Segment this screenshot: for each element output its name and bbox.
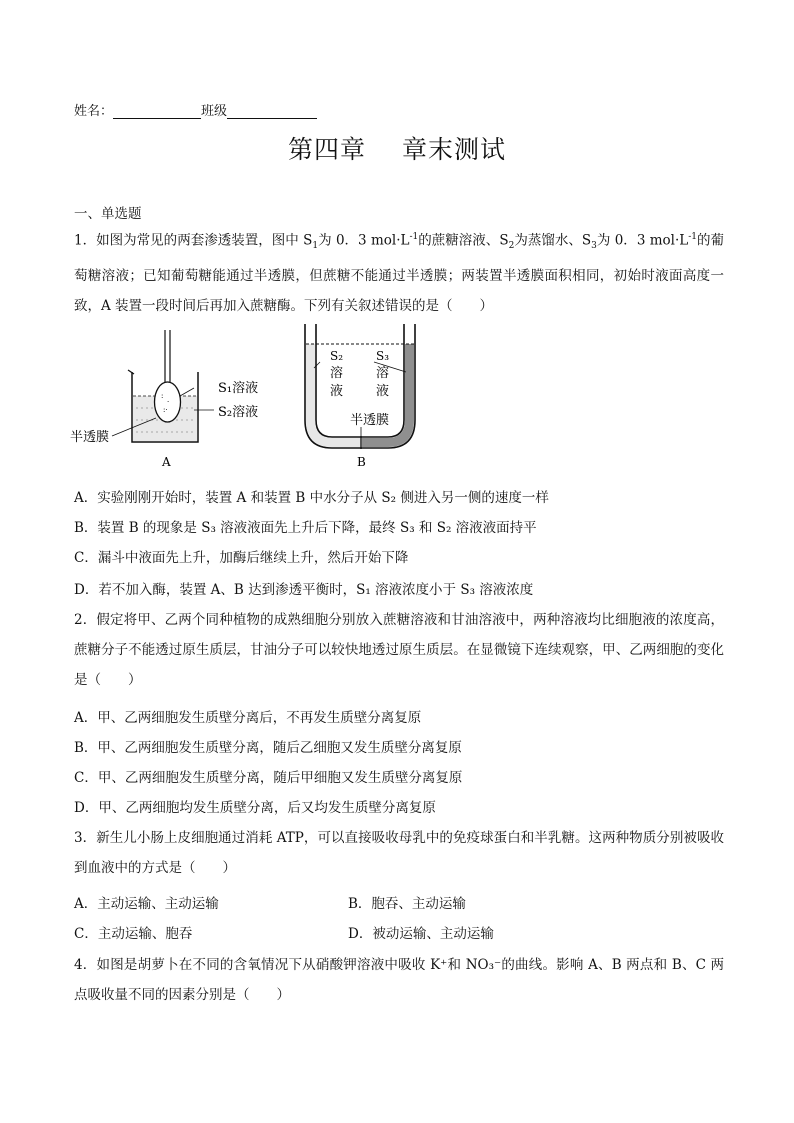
figure-label-a: A	[162, 455, 171, 469]
label-s1-solution: S₁溶液	[218, 381, 259, 396]
name-blank[interactable]	[113, 104, 201, 119]
q3-option-b[interactable]: B．胞吞、主动运输	[348, 896, 466, 912]
name-class-row	[74, 100, 317, 119]
q1-option-c[interactable]: C．漏斗中液面先上升，加酶后继续上升，然后开始下降	[74, 550, 409, 566]
svg-text::: :	[161, 392, 164, 400]
page-title	[0, 130, 794, 166]
label-s3-ye: 液	[376, 384, 390, 399]
q2-option-d[interactable]: D．甲、乙两细胞均发生质壁分离，后又均发生质壁分离复原	[74, 800, 436, 816]
svg-text:·: ·	[167, 398, 170, 406]
chapter-subtitle: 章末测试	[402, 135, 507, 164]
label-s3-rong: 溶	[376, 366, 390, 381]
label-membrane-b: 半透膜	[350, 413, 390, 428]
label-s2-rong: 溶	[330, 366, 344, 381]
osmosis-figure	[70, 320, 430, 472]
figure-label-b: B	[357, 455, 366, 469]
label-s2-ye: 液	[330, 384, 344, 399]
class-blank[interactable]	[227, 104, 317, 119]
question-3-text: 3．新生儿小肠上皮细胞通过消耗 ATP，可以直接吸收母乳中的免疫球蛋白和半乳糖。这两种物质分别被吸收到血液中的方式是（ ）	[74, 830, 724, 876]
q1-option-b[interactable]: B．装置 B 的现象是 S₃ 溶液液面先上升后下降，最终 S₃ 和 S₂ 溶液液面持平	[74, 520, 537, 536]
q1-option-d[interactable]: D．若不加入酶，装置 A、B 达到渗透平衡时，S₁ 溶液浓度小于 S₃ 溶液浓度	[74, 582, 534, 598]
apparatus-a	[70, 330, 258, 469]
label-s2-solution: S₂溶液	[218, 405, 259, 420]
label-s3: S₃	[376, 349, 390, 363]
name-label: 姓名：	[74, 104, 114, 119]
chapter-title: 第四章	[287, 135, 366, 164]
question-4-text: 4．如图是胡萝卜在不同的含氧情况下从硝酸钾溶液中吸收 K⁺和 NO₃⁻的曲线。影响 A、B 两点和 B、C 两点吸收量不同的因素分别是（ ）	[74, 957, 724, 1003]
q2-option-b[interactable]: B．甲、乙两细胞发生质壁分离，随后乙细胞又发生质壁分离复原	[74, 740, 462, 756]
svg-text::·: :·	[163, 406, 168, 414]
q2-option-c[interactable]: C．甲、乙两细胞发生质壁分离，随后甲细胞又发生质壁分离复原	[74, 770, 463, 786]
q2-option-a[interactable]: A．甲、乙两细胞发生质壁分离后，不再发生质壁分离复原	[74, 710, 422, 726]
q1-option-a[interactable]: A．实验刚刚开始时，装置 A 和装置 B 中水分子从 S₂ 侧进入另一侧的速度一样	[74, 490, 549, 506]
question-2-text: 2．假定将甲、乙两个同种植物的成熟细胞分别放入蔗糖溶液和甘油溶液中，两种溶液均比细胞液的浓度高，蔗糖分子不能透过原生质层，甘油分子可以较快地透过原生质层。在显微镜下连续观察，甲、乙两细胞的变化是（ ）	[74, 612, 724, 688]
section-heading: 一、单选题	[74, 206, 142, 222]
q3-option-c[interactable]: C．主动运输、胞吞	[74, 926, 193, 942]
label-membrane-a: 半透膜	[70, 430, 110, 445]
question-1-text: 1．如图为常见的两套渗透装置，图中 $S_1$为 0．3 $mol\cdot L^{-1}$的蔗糖溶液、$S_2$为蒸馏水、$S_3$为 0．3 $mol\cdot L^{-1}$的葡萄糖溶液；已知葡萄糖能通过半透膜，但蔗糖不能通过半透膜；两装置半透膜面积相同，初始时液面高度一致，A 装置一段时间后再加入蔗糖酶。下列有关叙述错误的是（ ）	[74, 232, 725, 315]
q3-option-d[interactable]: D．被动运输、主动运输	[348, 926, 494, 942]
apparatus-b	[305, 324, 415, 469]
q3-option-a[interactable]: A．主动运输、主动运输	[74, 896, 219, 912]
label-s2: S₂	[330, 349, 344, 363]
class-label: 班级	[201, 104, 228, 119]
